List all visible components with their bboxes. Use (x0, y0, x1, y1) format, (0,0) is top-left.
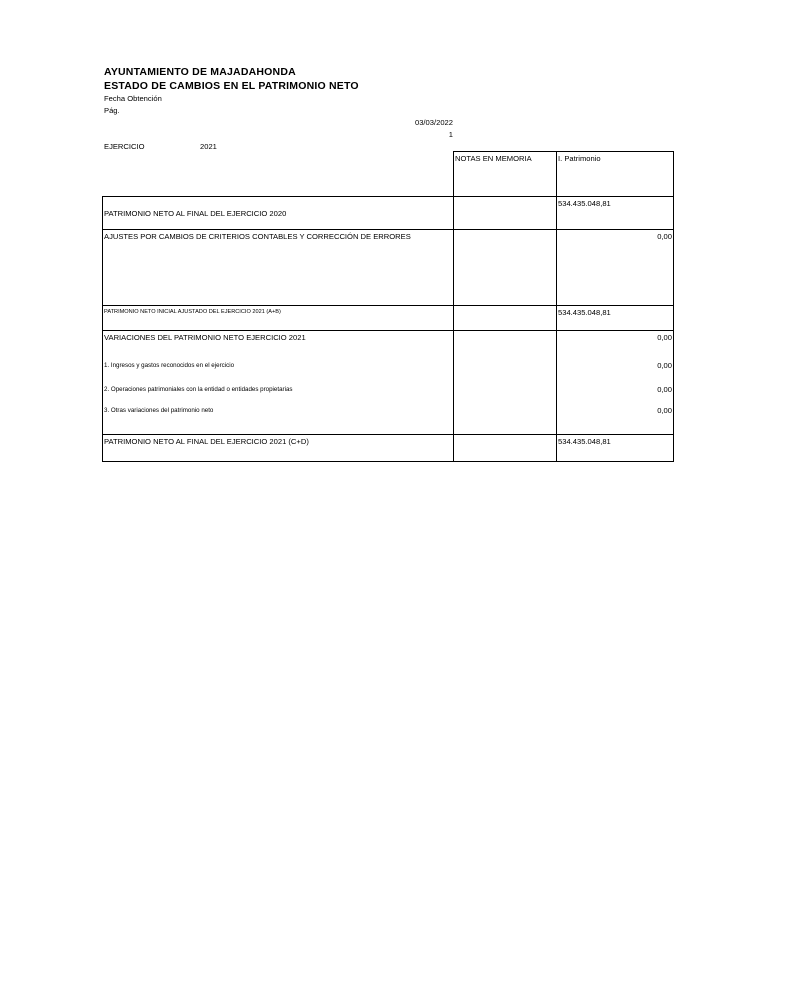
page-value: 1 (448, 130, 453, 139)
equity-changes-table (102, 151, 674, 462)
row-b-label: AJUSTES POR CAMBIOS DE CRITERIOS CONTABLES Y CORRECCIÓN DE ERRORES (104, 232, 411, 241)
row-d-value: 0,00 (657, 333, 672, 342)
column-divider (453, 151, 454, 462)
page-label: Pág. (104, 106, 120, 115)
row-a-label: PATRIMONIO NETO AL FINAL DEL EJERCICIO 2020 (104, 209, 287, 218)
row-d3-value: 0,00 (657, 406, 672, 415)
row-c-value: 534.435.048,81 (558, 308, 611, 317)
row-divider (102, 229, 674, 230)
row-d1-label: 1. Ingresos y gastos reconocidos en el ejercicio (104, 362, 235, 369)
row-d2-label: 2. Operaciones patrimoniales con la entidad o entidades propietarias (104, 386, 293, 393)
row-b-value: 0,00 (657, 232, 672, 241)
row-e-value: 534.435.048,81 (558, 437, 611, 446)
row-divider (102, 434, 674, 435)
organization-title: AYUNTAMIENTO DE MAJADAHONDA (104, 66, 296, 78)
row-c-label: PATRIMONIO NETO INICIAL AJUSTADO DEL EJERCICIO 2021 (A+B) (104, 309, 281, 315)
exercise-label: EJERCICIO (104, 142, 145, 151)
column-divider (556, 151, 557, 462)
date-label: Fecha Obtención (104, 94, 162, 103)
date-value: 03/03/2022 (414, 118, 453, 127)
column-header-notes: NOTAS EN MEMORIA (455, 154, 532, 163)
row-e-label: PATRIMONIO NETO AL FINAL DEL EJERCICIO 2021 (C+D) (104, 437, 309, 446)
row-a-value: 534.435.048,81 (558, 199, 611, 208)
column-header-patrimonio: I. Patrimonio (558, 154, 601, 163)
exercise-value: 2021 (200, 142, 217, 151)
row-d-label: VARIACIONES DEL PATRIMONIO NETO EJERCICIO 2021 (104, 333, 306, 342)
row-d3-label: 3. Otras variaciones del patrimonio neto (104, 407, 214, 414)
row-divider (102, 330, 674, 331)
row-d2-value: 0,00 (657, 385, 672, 394)
row-d1-value: 0,00 (657, 361, 672, 370)
row-divider (102, 305, 674, 306)
report-title: ESTADO DE CAMBIOS EN EL PATRIMONIO NETO (104, 80, 359, 92)
